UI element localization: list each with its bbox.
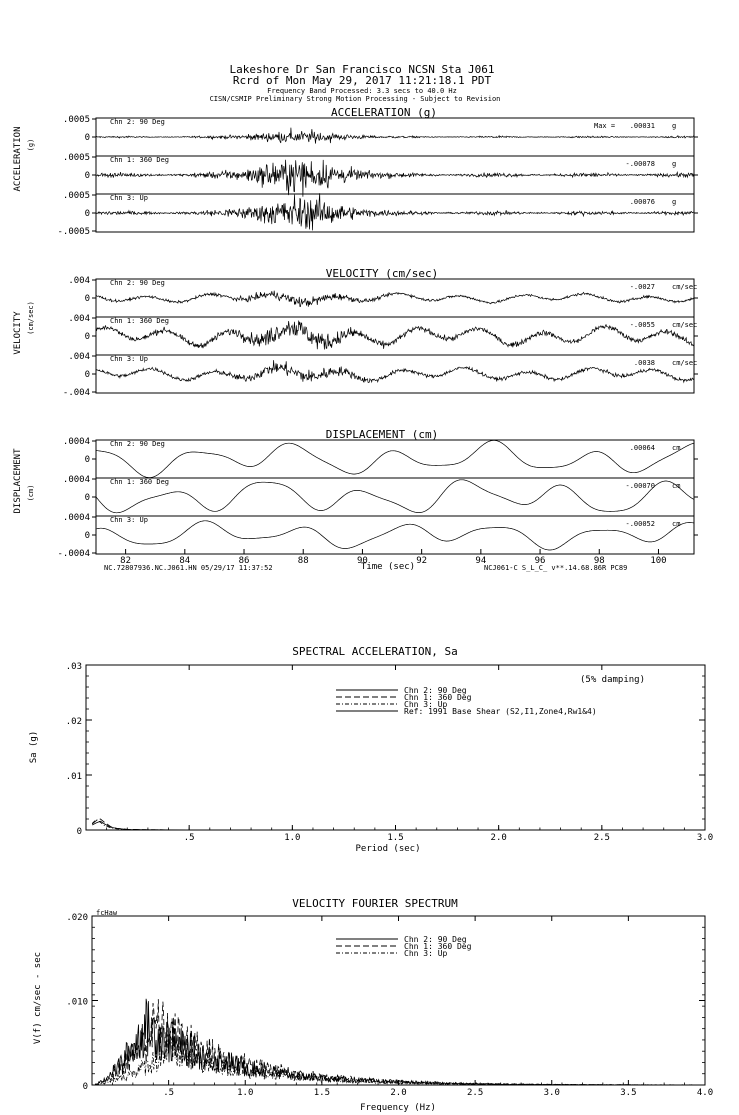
sa-xlabel: Period (sec) (355, 844, 421, 854)
channel-label: Chn 3: Up (110, 516, 148, 524)
header-station: Lakeshore Dr San Francisco NCSN Sta J061 (229, 63, 495, 76)
acc-ytick-label: .0005 (62, 191, 90, 201)
x-tick-label: 1.0 (237, 1088, 254, 1098)
disp-panel-frame (96, 440, 694, 478)
acc-ytick-label: .0005 (62, 153, 90, 163)
time-tick-label: 82 (120, 556, 132, 566)
vel-ytick-label: 0 (84, 332, 90, 342)
sa-chart-title: SPECTRAL ACCELERATION, Sa (292, 645, 458, 658)
velocity-unit: (cm/sec) (27, 301, 35, 335)
displacement-title: DISPLACEMENT (cm) (325, 428, 439, 441)
legend-entry: Chn 1: 360 Deg (404, 693, 472, 702)
disp-panel-frame (96, 478, 694, 516)
velocity-ylabel: VELOCITY (13, 311, 23, 355)
disp-ytick-label: 0 (84, 455, 90, 465)
channel-label: Chn 3: Up (110, 194, 148, 202)
channel-label: Chn 3: Up (110, 355, 148, 363)
x-tick-label: 2.0 (390, 1088, 407, 1098)
disp-panel-frame (96, 516, 694, 554)
x-tick-label: 1.5 (313, 1088, 331, 1098)
channel-max-unit: g (672, 198, 677, 206)
vel-panel-frame (96, 317, 694, 355)
legend-entry: Chn 3: Up (404, 949, 448, 958)
acc-ytick-label: 0 (84, 209, 90, 219)
series-line (92, 820, 705, 831)
disp-ytick-label: 0 (84, 531, 90, 541)
vel-ytick-label: .004 (68, 314, 90, 324)
vel-ytick-label: -.004 (62, 388, 90, 398)
channel-max-value: .00064 (629, 444, 655, 452)
sa-plot (66, 662, 713, 843)
channel-label: Chn 1: 360 Deg (110, 317, 170, 325)
y-tick-label: .03 (65, 662, 82, 672)
disp-trace (96, 440, 694, 477)
vel-ytick-label: .004 (68, 352, 90, 362)
disp-trace (96, 480, 694, 513)
legend-entry: Chn 3: Up (404, 700, 448, 709)
x-tick-label: .5 (183, 833, 195, 843)
channel-max-unit: g (672, 160, 677, 168)
channel-label: Chn 1: 360 Deg (110, 156, 170, 164)
channel-max-value: -.0055 (629, 321, 655, 329)
header-processing-note: CISN/CSMIP Preliminary Strong Motion Processing - Subject to Revision (209, 95, 501, 103)
acc-ytick-label: 0 (84, 133, 90, 143)
time-tick-label: 94 (475, 556, 487, 566)
time-tick-label: 88 (297, 556, 309, 566)
acc-trace (96, 193, 694, 230)
y-tick-label: .020 (66, 913, 88, 923)
sa-ylabel: Sa (g) (29, 730, 39, 764)
acceleration-unit: (g) (27, 138, 35, 152)
record-id-footer: NC.72807936.NC.J061.HN 05/29/17 11:37:52 (104, 564, 273, 572)
max-prefix: Max = (594, 122, 616, 130)
vel-ytick-label: 0 (84, 294, 90, 304)
y-tick-label: 0 (76, 827, 82, 837)
channel-max-unit: cm (672, 520, 681, 528)
x-tick-label: 3.0 (696, 833, 714, 843)
disp-ytick-label: -.0004 (57, 549, 90, 559)
disp-ytick-label: 0 (84, 493, 90, 503)
channel-max-unit: cm (672, 482, 681, 490)
x-tick-label: 3.0 (543, 1088, 560, 1098)
channel-label: Chn 2: 90 Deg (110, 279, 165, 287)
channel-max-value: -.00052 (625, 520, 655, 528)
y-tick-label: 0 (82, 1082, 88, 1092)
channel-label: Chn 2: 90 Deg (110, 440, 165, 448)
time-axis-label: Time (sec) (360, 562, 416, 572)
acc-ytick-label: .0005 (62, 115, 90, 125)
x-tick-label: 2.0 (490, 833, 507, 843)
x-tick-label: 1.5 (387, 833, 404, 843)
acc-ytick-label: 0 (84, 171, 90, 181)
time-tick-label: 90 (357, 556, 368, 566)
sa-damping-annotation: (5% damping) (580, 675, 646, 685)
legend-entry: Ref: 1991 Base Shear (S2,I1,Zone4,Rw1&4) (404, 707, 597, 716)
legend-entry: Chn 1: 360 Deg (404, 942, 472, 951)
time-tick-label: 84 (179, 556, 191, 566)
time-series-panels (57, 115, 698, 559)
channel-max-unit: cm (672, 444, 681, 452)
x-tick-label: 1.0 (284, 833, 301, 843)
x-tick-label: 4.0 (696, 1088, 714, 1098)
channel-max-value: -.00070 (625, 482, 655, 490)
series-line (92, 819, 705, 830)
channel-max-unit: g (672, 122, 677, 130)
channel-max-unit: cm/sec (672, 283, 698, 291)
disp-ytick-label: .0004 (62, 437, 90, 447)
disp-ytick-label: .0004 (62, 513, 90, 523)
series-line (95, 999, 705, 1085)
channel-max-value: .00031 (629, 122, 655, 130)
vel-trace (96, 360, 694, 382)
x-tick-label: 3.5 (620, 1088, 637, 1098)
legend-entry: Chn 2: 90 Deg (404, 686, 467, 695)
y-tick-label: .01 (65, 772, 82, 782)
displacement-unit: (cm) (27, 484, 35, 502)
channel-max-value: -.0027 (629, 283, 655, 291)
displacement-ylabel: DISPLACEMENT (13, 448, 23, 514)
channel-max-value: .00076 (629, 198, 655, 206)
channel-label: Chn 2: 90 Deg (110, 118, 165, 126)
y-tick-label: .010 (66, 997, 88, 1008)
vel-trace (96, 291, 694, 307)
time-tick-label: 96 (534, 556, 546, 566)
vel-ytick-label: .004 (68, 276, 90, 286)
acc-ytick-label: -.0005 (57, 227, 90, 237)
channel-max-value: -.00078 (625, 160, 655, 168)
velocity-title: VELOCITY (cm/sec) (325, 267, 439, 280)
time-tick-label: 92 (416, 556, 428, 566)
acceleration-title: ACCELERATION (g) (331, 106, 437, 119)
processing-id-footer: NCJ061-C S_L_C_ v**.14.68.86R PC89 (484, 564, 628, 572)
acc-trace (96, 128, 694, 144)
acc-trace (96, 160, 694, 197)
vfs-plot (66, 913, 713, 1098)
time-tick-label: 100 (650, 556, 667, 566)
vfs-corner-label: fcHaw (96, 909, 118, 917)
x-tick-label: .5 (163, 1088, 175, 1098)
x-tick-label: 2.5 (466, 1088, 484, 1098)
series-line (92, 821, 705, 830)
x-tick-label: 2.5 (593, 833, 610, 843)
vel-trace (96, 321, 694, 350)
disp-trace (96, 521, 694, 550)
y-tick-label: .02 (65, 717, 82, 727)
legend-entry: Chn 2: 90 Deg (404, 935, 467, 944)
channel-label: Chn 1: 360 Deg (110, 478, 170, 486)
vel-panel-frame (96, 279, 694, 317)
vfs-chart-title: VELOCITY FOURIER SPECTRUM (292, 897, 458, 910)
vfs-ylabel: V(f) cm/sec - sec (33, 951, 43, 1045)
disp-ytick-label: .0004 (62, 475, 90, 485)
channel-max-unit: cm/sec (672, 359, 698, 367)
header-record: Rcrd of Mon May 29, 2017 11:21:18.1 PDT (232, 74, 492, 87)
vel-ytick-label: 0 (84, 370, 90, 380)
channel-max-value: .0038 (633, 359, 655, 367)
time-tick-label: 86 (238, 556, 250, 566)
time-tick-label: 98 (593, 556, 605, 566)
header-frequency-band: Frequency Band Processed: 3.3 secs to 40.0 Hz (267, 87, 457, 95)
channel-max-unit: cm/sec (672, 321, 698, 329)
acceleration-ylabel: ACCELERATION (13, 126, 23, 192)
vfs-xlabel: Frequency (Hz) (360, 1103, 436, 1113)
